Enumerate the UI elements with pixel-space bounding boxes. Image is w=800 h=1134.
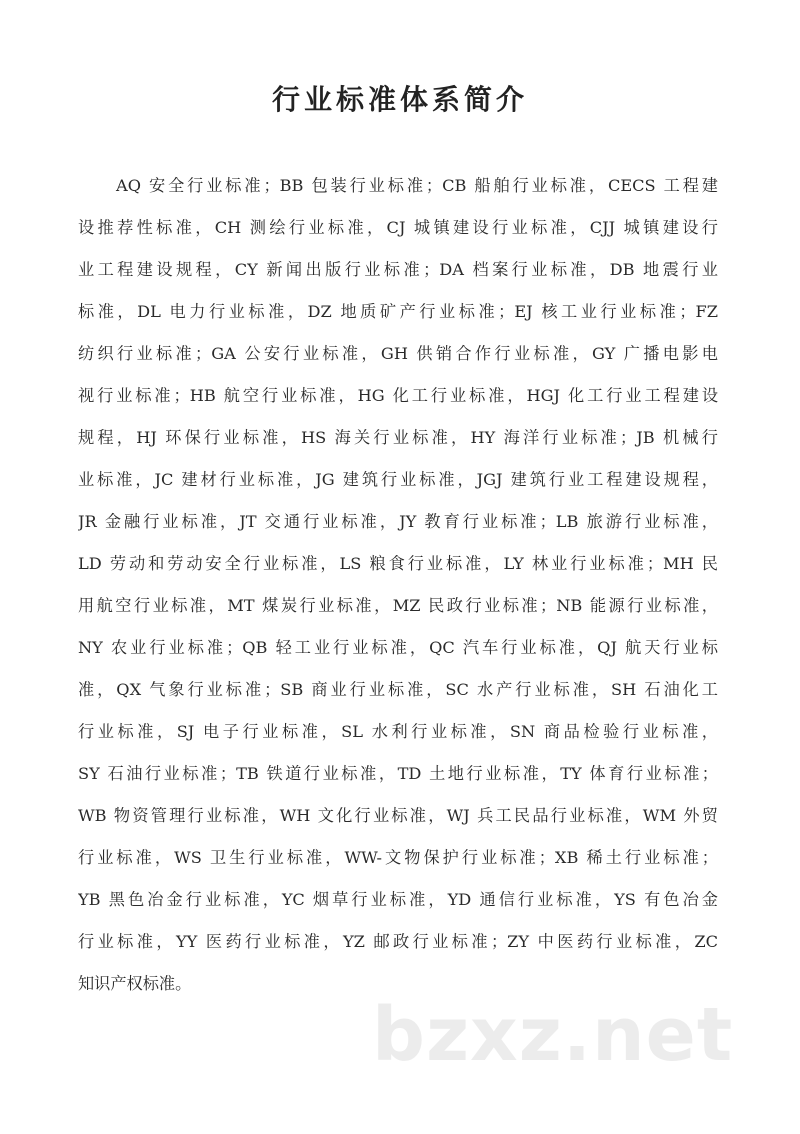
body-line: WB 物资管理行业标准，WH 文化行业标准，WJ 兵工民品行业标准，WM 外贸 (78, 806, 718, 825)
body-line: 行业标准，YY 医药行业标准，YZ 邮政行业标准；ZY 中医药行业标准，ZC (78, 932, 718, 951)
body-line: JR 金融行业标准，JT 交通行业标准，JY 教育行业标准；LB 旅游行业标准， (78, 512, 718, 531)
body-line: 用航空行业标准，MT 煤炭行业标准，MZ 民政行业标准；NB 能源行业标准， (78, 596, 718, 615)
body-line: LD 劳动和劳动安全行业标准，LS 粮食行业标准，LY 林业行业标准；MH 民 (78, 554, 718, 573)
body-line: 知识产权标准。 (78, 974, 192, 993)
body-line: AQ 安全行业标准；BB 包装行业标准；CB 船舶行业标准，CECS 工程建 (116, 176, 718, 195)
page-title: 行业标准体系简介 (271, 83, 528, 116)
body-line: NY 农业行业标准；QB 轻工业行业标准，QC 汽车行业标准，QJ 航天行业标 (78, 638, 718, 657)
body-line: 行业标准，SJ 电子行业标准，SL 水利行业标准，SN 商品检验行业标准， (78, 722, 718, 741)
body-line: 准，QX 气象行业标准；SB 商业行业标准，SC 水产行业标准，SH 石油化工 (78, 680, 718, 699)
body-line: 纺织行业标准；GA 公安行业标准，GH 供销合作行业标准，GY 广播电影电 (78, 344, 718, 363)
document-body (78, 165, 718, 1005)
body-line: YB 黑色冶金行业标准，YC 烟草行业标准，YD 通信行业标准，YS 有色冶金 (78, 890, 718, 909)
body-line: SY 石油行业标准；TB 铁道行业标准，TD 土地行业标准，TY 体育行业标准； (78, 764, 718, 783)
body-line: 标准，DL 电力行业标准，DZ 地质矿产行业标准；EJ 核工业行业标准；FZ (78, 302, 718, 321)
body-line: 业标准，JC 建材行业标准，JG 建筑行业标准，JGJ 建筑行业工程建设规程， (78, 470, 718, 489)
body-line: 规程，HJ 环保行业标准，HS 海关行业标准，HY 海洋行业标准；JB 机械行 (78, 428, 718, 447)
body-line: 业工程建设规程，CY 新闻出版行业标准；DA 档案行业标准，DB 地震行业 (78, 260, 718, 279)
watermark-text: bzxz.net (372, 992, 734, 1078)
body-line: 行业标准，WS 卫生行业标准，WW-文物保护行业标准；XB 稀土行业标准； (78, 848, 718, 867)
body-line: 设推荐性标准，CH 测绘行业标准，CJ 城镇建设行业标准，CJJ 城镇建设行 (78, 218, 718, 237)
body-line: 视行业标准；HB 航空行业标准，HG 化工行业标准，HGJ 化工行业工程建设 (78, 386, 718, 405)
